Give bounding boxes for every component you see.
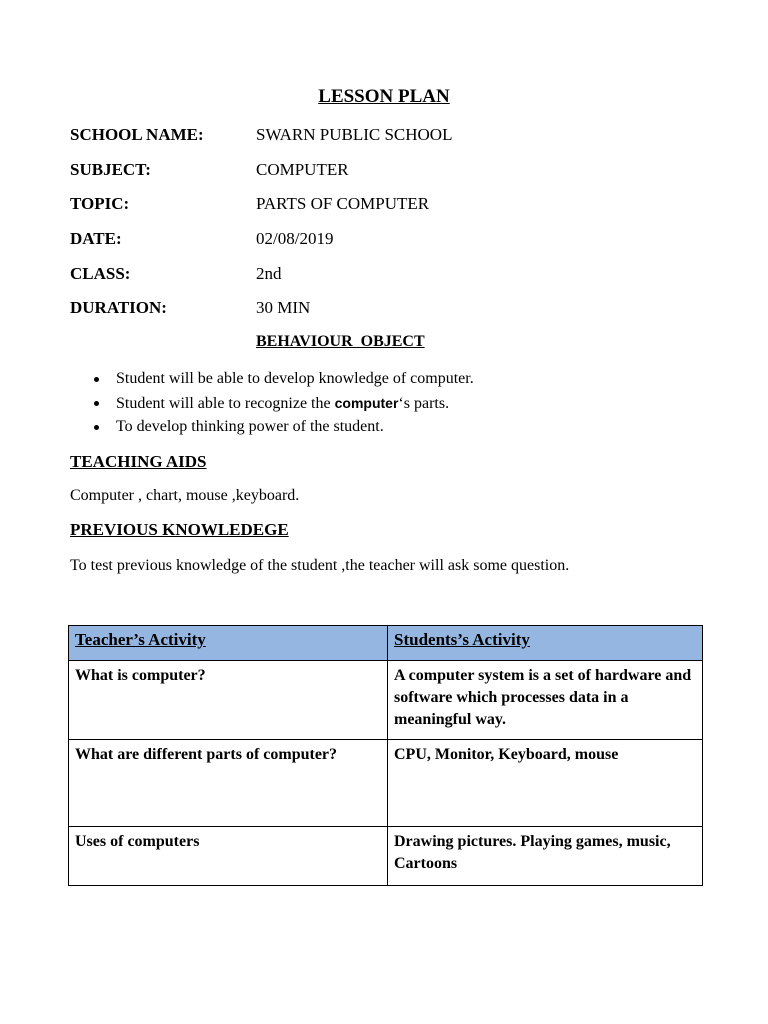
list-item bbox=[92, 417, 474, 441]
info-label: DATE: bbox=[70, 229, 122, 248]
info-label: CLASS: bbox=[70, 264, 131, 283]
header-label: Students’s Activity bbox=[394, 630, 530, 649]
table-row bbox=[69, 740, 703, 827]
objectives-list bbox=[92, 369, 474, 441]
teaching-aids-text: Computer , chart, mouse ,keyboard. bbox=[70, 487, 300, 504]
teacher-activity-header bbox=[69, 626, 388, 661]
info-value: SWARN PUBLIC SCHOOL bbox=[256, 125, 453, 144]
student-activity-cell: CPU, Monitor, Keyboard, mouse bbox=[388, 740, 703, 827]
info-value: 2nd bbox=[256, 264, 282, 283]
teacher-activity-cell: Uses of computers bbox=[69, 827, 388, 886]
info-label: SUBJECT: bbox=[70, 160, 151, 179]
list-item bbox=[92, 369, 474, 393]
teacher-activity-cell: What is computer? bbox=[69, 661, 388, 740]
list-item-text: To develop thinking power of the student. bbox=[116, 418, 384, 435]
teacher-activity-cell: What are different parts of computer? bbox=[69, 740, 388, 827]
table-row bbox=[69, 661, 703, 740]
student-activity-header bbox=[388, 626, 703, 661]
list-item-text: ‘s parts. bbox=[398, 395, 450, 412]
info-value: COMPUTER bbox=[256, 160, 349, 179]
info-value: PARTS OF COMPUTER bbox=[256, 194, 430, 213]
list-item bbox=[92, 393, 474, 417]
table-row bbox=[69, 827, 703, 886]
info-label: SCHOOL NAME: bbox=[70, 125, 204, 144]
info-label: DURATION: bbox=[70, 298, 167, 317]
behaviour-object-heading: BEHAVIOUR OBJECT bbox=[256, 333, 425, 350]
bold-word: computer bbox=[334, 395, 399, 411]
info-value: 30 MIN bbox=[256, 298, 311, 317]
info-value: 02/08/2019 bbox=[256, 229, 334, 248]
page-title: LESSON PLAN bbox=[318, 86, 450, 107]
activity-table bbox=[68, 625, 703, 886]
previous-knowledge-heading: PREVIOUS KNOWLEDEGE bbox=[70, 520, 289, 539]
student-activity-cell: Drawing pictures. Playing games, music, Cartoons bbox=[388, 827, 703, 886]
list-item-text: Student will be able to develop knowledge of computer. bbox=[116, 370, 474, 387]
header-label: Teacher’s Activity bbox=[75, 630, 206, 649]
list-item-text: Student will able to recognize the bbox=[116, 395, 335, 412]
table-header-row bbox=[69, 626, 703, 661]
previous-knowledge-text: To test previous knowledge of the student ,the teacher will ask some question. bbox=[70, 557, 570, 574]
student-activity-cell: A computer system is a set of hardware and software which processes data in a meaningful way. bbox=[388, 661, 703, 740]
teaching-aids-heading: TEACHING AIDS bbox=[70, 452, 207, 471]
info-label: TOPIC: bbox=[70, 194, 130, 213]
